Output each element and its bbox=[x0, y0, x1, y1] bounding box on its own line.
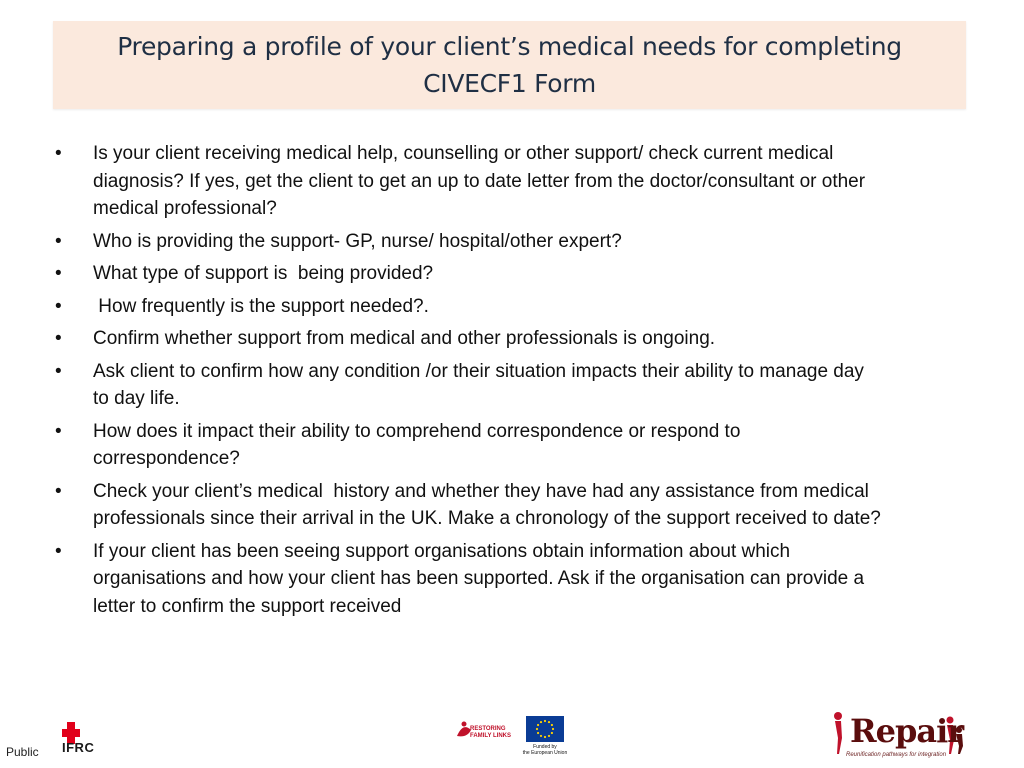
ifrc-label: IFRC bbox=[62, 740, 95, 755]
bullet-item bbox=[52, 418, 972, 473]
bullet-item bbox=[52, 293, 972, 321]
bullet-line: medical professional? bbox=[93, 198, 277, 219]
bullet-line: How frequently is the support needed?. bbox=[93, 295, 429, 317]
bullet-list bbox=[52, 140, 972, 625]
eu-star-icon bbox=[551, 732, 553, 734]
bullet-line: What type of support is being provided? bbox=[93, 263, 434, 284]
bullet-line: correspondence? bbox=[93, 448, 240, 469]
bullet-line: organisations and how your client has been supported. Ask if the organisation can provide a bbox=[93, 568, 865, 589]
repair-tagline: Reunification pathways for integration bbox=[846, 752, 947, 758]
eu-star-icon bbox=[551, 724, 553, 726]
bullet-dot: • bbox=[55, 230, 62, 252]
bullet-line: Check your client’s medical history and whether they have had any assistance from medical bbox=[93, 480, 869, 502]
bullet-line: diagnosis? If yes, get the client to get an up to date letter from the doctor/consultant or other bbox=[93, 170, 866, 192]
bullet-dot: • bbox=[55, 420, 62, 442]
rfl-label-line-2: FAMILY LINKS bbox=[470, 733, 512, 739]
bullet-dot: • bbox=[55, 480, 62, 502]
bullet-line: Is your client receiving medical help, counselling or other support/ check current medical bbox=[93, 143, 834, 164]
bullet-item bbox=[52, 325, 972, 353]
bullet-line: Who is providing the support- GP, nurse/ hospital/other expert? bbox=[93, 230, 622, 252]
eu-star-icon bbox=[548, 721, 550, 723]
eu-star-icon bbox=[544, 736, 546, 738]
eu-star-icon bbox=[536, 728, 538, 730]
bullet-dot: • bbox=[55, 328, 62, 349]
eu-label-line-2: the European Union bbox=[522, 750, 568, 756]
bullet-dot: • bbox=[55, 263, 62, 284]
bullet-item bbox=[52, 358, 972, 413]
bullet-item bbox=[52, 538, 972, 621]
bullet-line: If your client has been seeing support organisations obtain information about which bbox=[93, 540, 791, 562]
bullet-line: to day life. bbox=[93, 388, 180, 409]
eu-star-icon bbox=[552, 728, 554, 730]
eu-star-icon bbox=[540, 721, 542, 723]
eu-star-icon bbox=[548, 735, 550, 737]
bullet-dot: • bbox=[55, 295, 62, 317]
bullet-item bbox=[52, 140, 972, 223]
eu-star-icon bbox=[544, 720, 546, 722]
restoring-family-links-label bbox=[470, 726, 511, 740]
bullet-line: How does it impact their ability to comprehend correspondence or respond to bbox=[93, 420, 741, 442]
rfl-label-line-1: RESTORING bbox=[470, 726, 506, 732]
classification-label: Public bbox=[6, 745, 39, 759]
title-banner bbox=[53, 21, 966, 109]
bullet-item bbox=[52, 478, 972, 533]
repair-label: Repair bbox=[850, 712, 964, 750]
bullet-dot: • bbox=[55, 360, 62, 382]
eu-star-icon bbox=[537, 732, 539, 734]
eu-star-icon bbox=[537, 724, 539, 726]
eu-flag-icon bbox=[526, 716, 564, 742]
bullet-line: professionals since their arrival in the UK. Make a chronology of the support received to date? bbox=[93, 508, 881, 529]
bullet-item bbox=[52, 260, 972, 288]
eu-label-line-1: Funded by bbox=[533, 744, 557, 750]
bullet-line: Ask client to confirm how any condition /or their situation impacts their ability to manage day bbox=[93, 360, 864, 382]
bullet-dot: • bbox=[55, 143, 62, 164]
slide-title-line-2: CIVECF1 Form bbox=[423, 69, 596, 98]
eu-funding-label bbox=[520, 744, 570, 756]
bullet-item bbox=[52, 228, 972, 256]
bullet-dot: • bbox=[55, 540, 62, 562]
slide-title-line-1: Preparing a profile of your client’s medical needs for completing bbox=[117, 32, 902, 61]
eu-star-icon bbox=[540, 735, 542, 737]
bullet-line: letter to confirm the support received bbox=[93, 595, 402, 617]
bullet-line: Confirm whether support from medical and other professionals is ongoing. bbox=[93, 328, 716, 349]
